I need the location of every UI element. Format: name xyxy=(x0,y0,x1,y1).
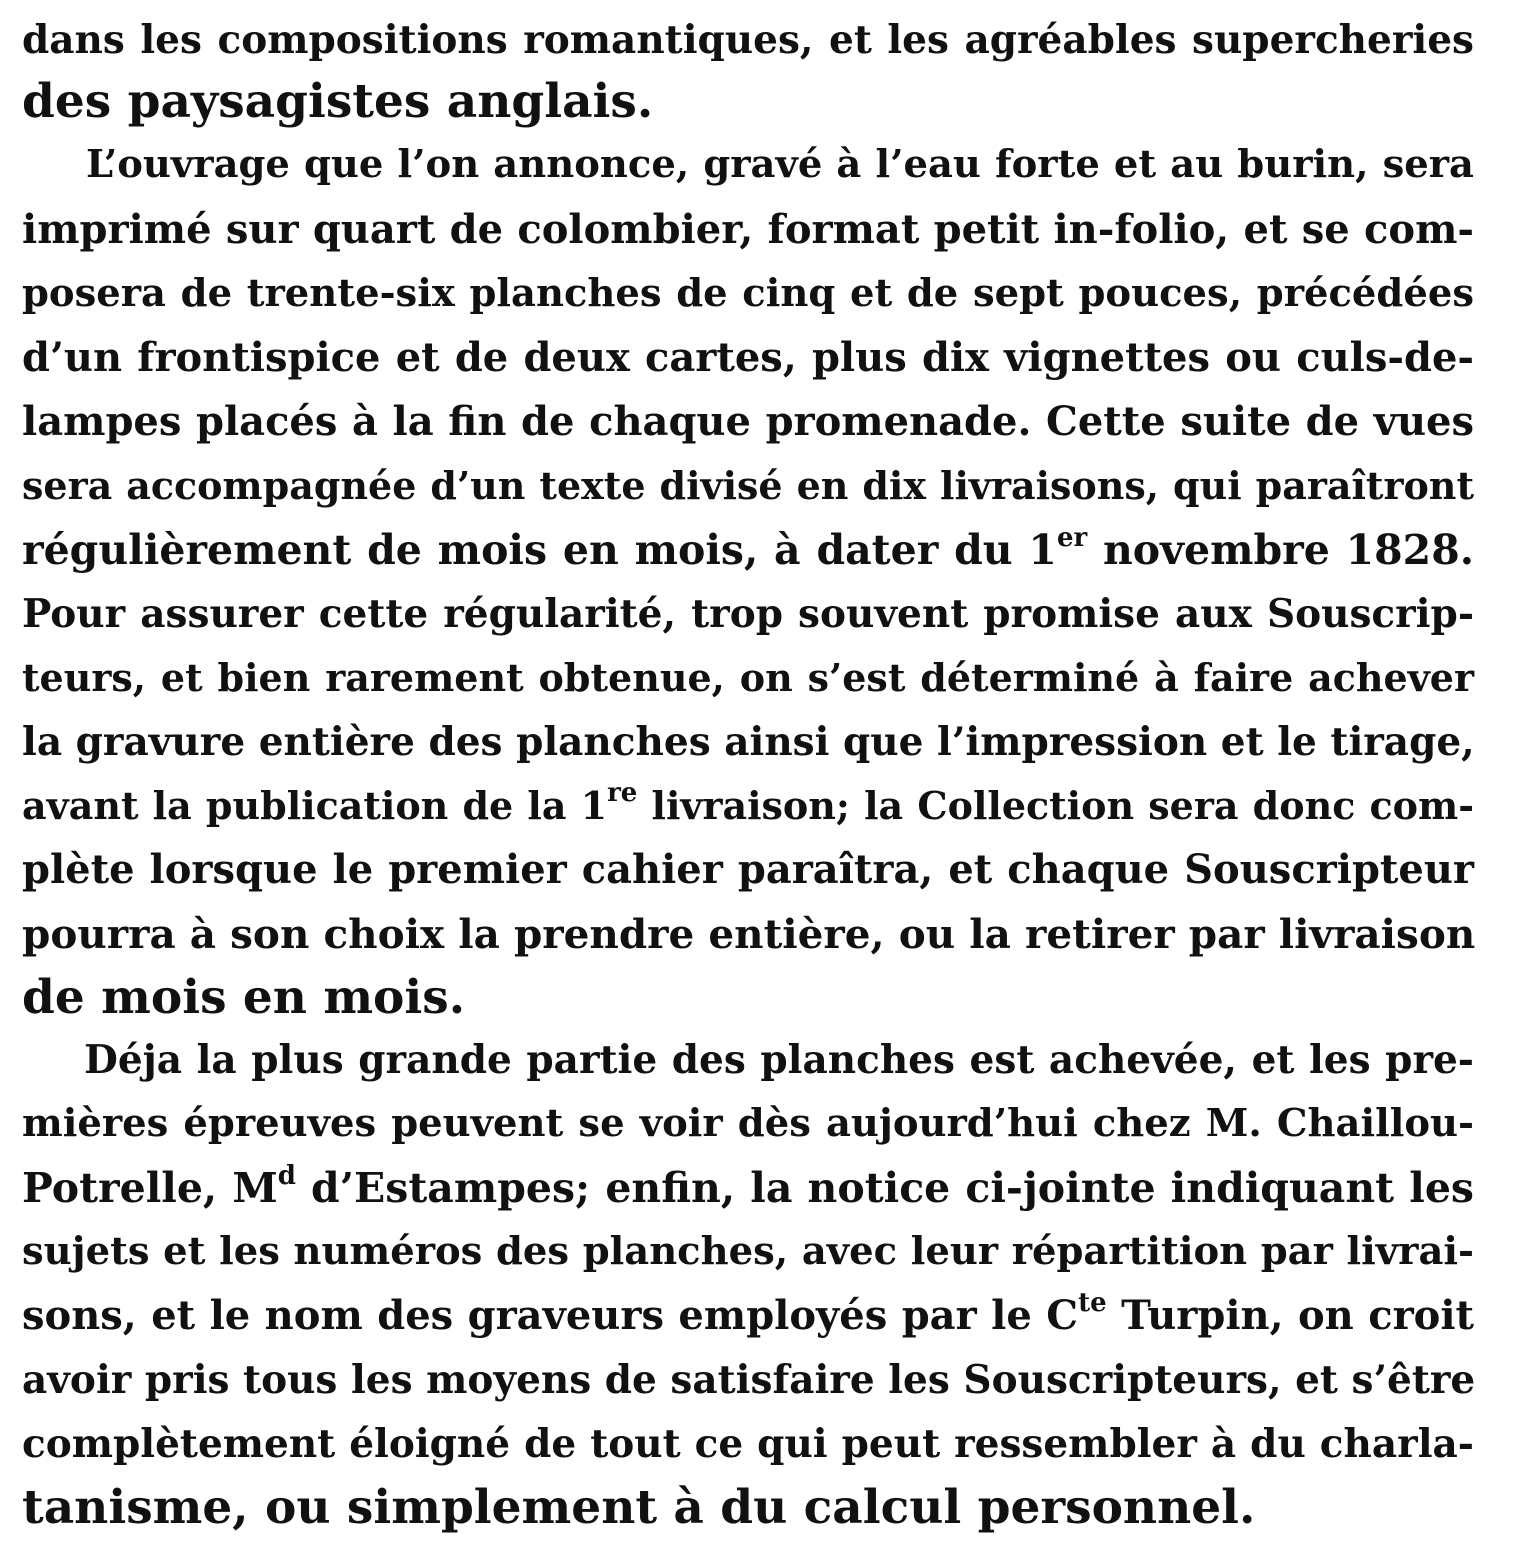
superscript: d xyxy=(277,1161,296,1191)
text-line: régulièrement de mois en mois, à dater du 1er novembre 1828. xyxy=(22,523,1474,574)
text-line: complètement éloigné de tout ce qui peut ressembler à du charla- xyxy=(22,1421,1474,1467)
text-line: Pour assurer cette régularité, trop souvent promise aux Souscrip- xyxy=(22,591,1474,637)
text-line: L’ouvrage que l’on annonce, gravé à l’eau forte et au burin, sera xyxy=(86,142,1474,187)
text-line: avant la publication de la 1re livraison; la Collection sera donc com- xyxy=(22,778,1474,828)
text-line: teurs, et bien rarement obtenue, on s’est déterminé à faire achever xyxy=(22,655,1474,700)
text-line: des paysagistes anglais. xyxy=(22,74,654,129)
text-line: de mois en mois. xyxy=(22,970,466,1025)
text-line: mières épreuves peuvent se voir dès aujourd’hui chez M. Chaillou- xyxy=(22,1101,1474,1146)
text-line: tanisme, ou simplement à du calcul personnel. xyxy=(22,1480,1256,1535)
text-line: avoir pris tous les moyens de satisfaire les Souscripteurs, et s’être xyxy=(22,1357,1476,1403)
text-line: la gravure entière des planches ainsi que l’impression et le tirage, xyxy=(22,719,1475,765)
text-line: dans les compositions romantiques, et les agréables supercheries xyxy=(22,17,1474,63)
text-line: Potrelle, $M^d$ d’Estampes; enfin, la notice ci-jointe indiquant les xyxy=(22,1161,1474,1212)
text-line: pourra à son choix la prendre entière, ou la retirer par livraison xyxy=(22,910,1476,958)
text-line: imprimé sur quart de colombier, format petit in-folio, et se com- xyxy=(22,206,1474,253)
superscript: er xyxy=(1056,523,1088,553)
text-line: sons, et le nom des graveurs employés par le $C^{te}$ Turpin, on croit xyxy=(22,1288,1474,1339)
text-line: d’un frontispice et de deux cartes, plus dix vignettes ou culs-de- xyxy=(22,334,1474,381)
superscript: te xyxy=(1078,1288,1107,1318)
text-line: lampes placés à la fin de chaque promenade. Cette suite de vues xyxy=(22,398,1474,445)
text-line: sera accompagnée d’un texte divisé en dix livraisons, qui paraîtront xyxy=(22,463,1474,508)
text-line: sujets et les numéros des planches, avec leur répartition par livrai- xyxy=(22,1229,1474,1274)
superscript: re xyxy=(607,778,638,808)
text-line: posera de trente-six planches de cinq et de sept pouces, précédées xyxy=(22,271,1474,316)
text-line: Déja la plus grande partie des planches est achevée, et les pre- xyxy=(84,1037,1474,1083)
text-line: plète lorsque le premier cahier paraîtra, et chaque Souscripteur xyxy=(22,846,1474,893)
